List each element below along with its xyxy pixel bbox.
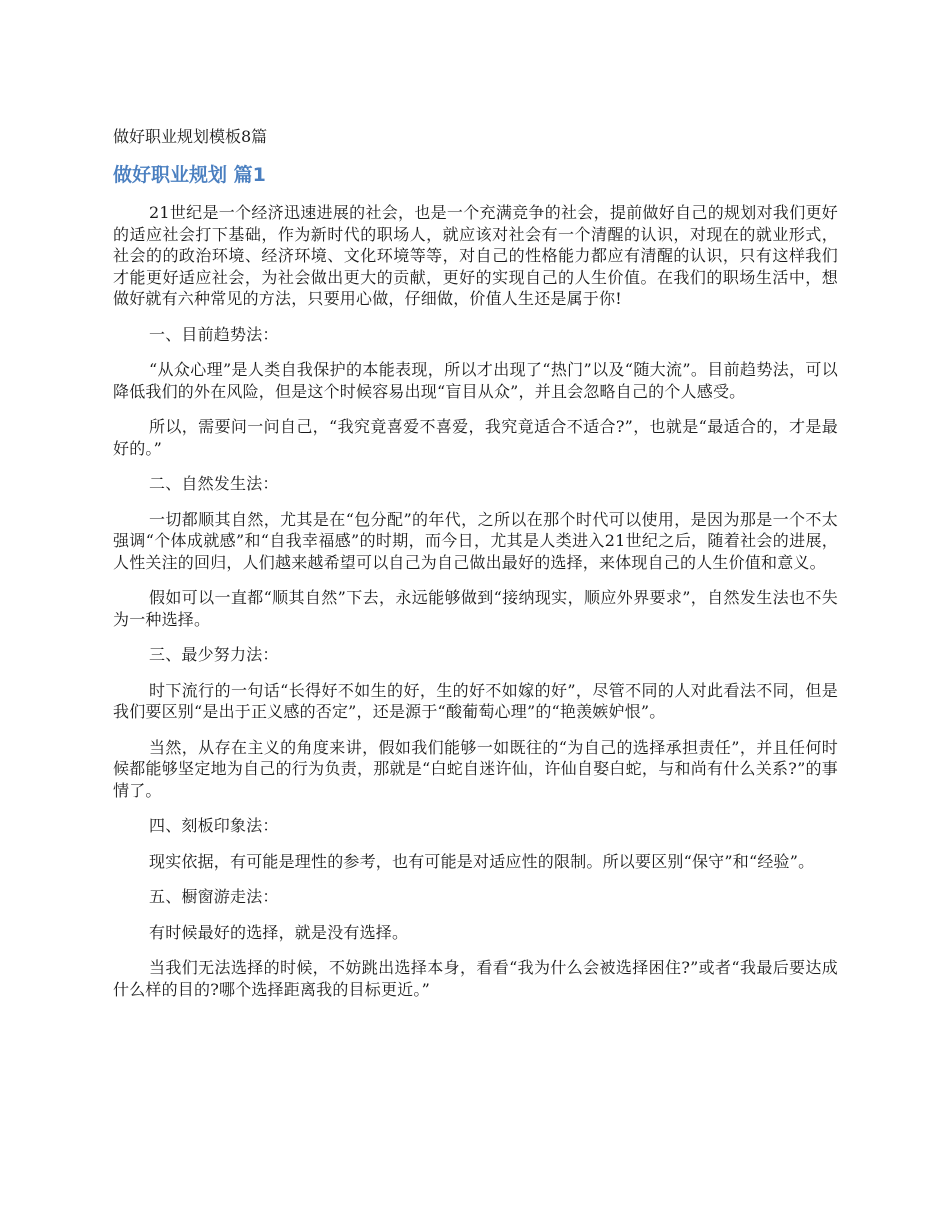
paragraph: 所以，需要问一问自己，“我究竟喜爱不喜爱，我究竟适合不适合?”，也就是“最适合的，才是最好的。”	[113, 417, 838, 458]
subheading-trend-method: 一、目前趋势法：	[149, 324, 279, 344]
paragraph: 假如可以一直都“顺其自然”下去，永远能够做到“接纳现实，顺应外界要求”，自然发生法也不失为一种选择。	[113, 588, 838, 629]
subheading-least-effort-method: 三、最少努力法：	[149, 645, 279, 664]
paragraph: 有时候最好的选择，就是没有选择。	[149, 922, 409, 942]
paragraph: 时下流行的一句话“长得好不如生的好，生的好不如嫁的好”，尽管不同的人对此看法不同，但是我们要区别“是出于正义感的否定”，还是源于“酸葡萄心理”的“艳羡嫉妒恨”。	[113, 680, 838, 721]
paragraph: 现实依据，有可能是理性的参考，也有可能是对适应性的限制。所以要区别“保守”和“经验”。	[149, 851, 815, 871]
section-heading: 做好职业规划 篇1	[113, 164, 266, 186]
paragraph: 当我们无法选择的时候，不妨跳出选择本身，看看“我为什么会被选择困住?”或者“我最后要达成什么样的目的?哪个选择距离我的目标更近。”	[113, 958, 838, 999]
subheading-natural-method: 二、自然发生法：	[149, 474, 279, 493]
paragraph-intro: 21世纪是一个经济迅速进展的社会，也是一个充满竞争的社会，提前做好自己的规划对我们更好的适应社会打下基础，作为新时代的职场人，就应该对社会有一个清醒的认识，对现在的就业形式，社会的的政治环境、经济环境、文化环境等等，对自己的性格能力都应有清醒的认识，只有这样我们才能更好适应社会，为社会做出更大的贡献，更好的实现自己的人生价值。在我们的职场生活中，想做好就有六种常见的方法，只要用心做，仔细做，价值人生还是属于你!	[113, 203, 838, 308]
paragraph: “从众心理”是人类自我保护的本能表现，所以才出现了“热门”以及“随大流”。目前趋势法，可以降低我们的外在风险，但是这个时候容易出现“盲目从众”，并且会忽略自己的个人感受。	[113, 360, 838, 401]
paragraph: 当然，从存在主义的角度来讲，假如我们能够一如既往的“为自己的选择承担责任”，并且任何时候都能够坚定地为自己的行为负责，那就是“白蛇自迷许仙，许仙自娶白蛇，与和尚有什么关系?”的事情了。	[113, 737, 838, 800]
document-page	[113, 126, 838, 1014]
subheading-window-method: 五、橱窗游走法：	[149, 887, 279, 906]
document-title: 做好职业规划模板8篇	[113, 127, 268, 146]
subheading-stereotype-method: 四、刻板印象法：	[149, 816, 279, 835]
paragraph: 一切都顺其自然，尤其是在“包分配”的年代，之所以在那个时代可以使用，是因为那是一个不太强调“个体成就感”和“自我幸福感”的时期，而今日，尤其是人类进入21世纪之后，随着社会的进展，人性关注的回归，人们越来越希望可以自己为自己做出最好的选择，来体现自己的人生价值和意义。	[113, 509, 838, 572]
